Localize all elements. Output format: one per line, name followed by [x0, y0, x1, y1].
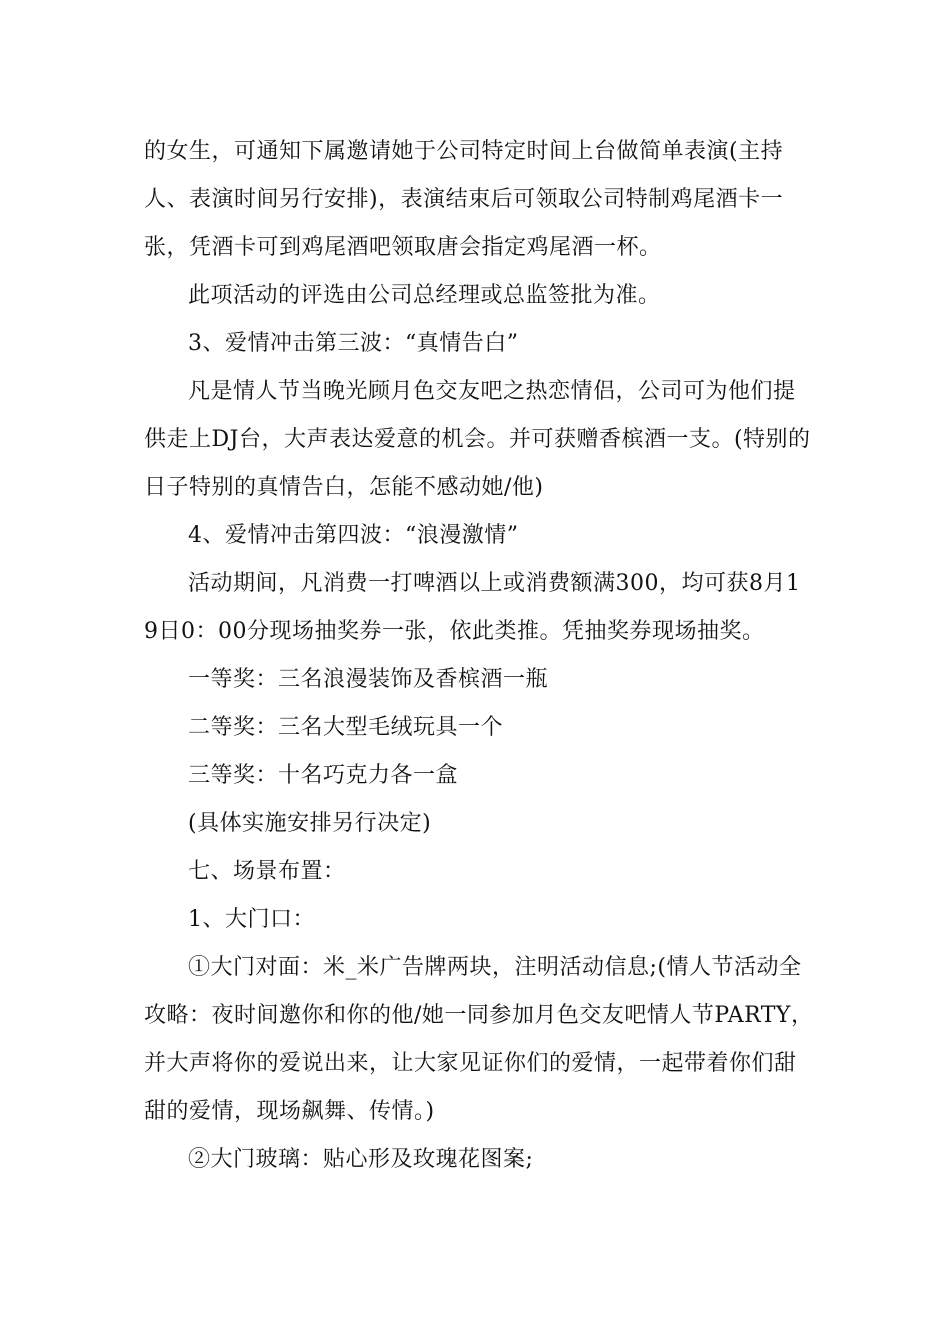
prize-first: 一等奖：三名浪漫装饰及香槟酒一瓶 [188, 667, 549, 692]
paragraph-entrance-glass: ②大门玻璃：贴心形及玫瑰花图案; [188, 1147, 534, 1172]
paragraph-continuation: 的女生，可通知下属邀请她于公司特定时间上台做简单表演(主持人、表演时间另行安排)，表演结束后可领取公司特制鸡尾酒卡一张，凭酒卡可到鸡尾酒吧领取唐会指定鸡尾酒一杯。 [144, 139, 784, 260]
subheading-main-entrance: 1、大门口： [188, 907, 315, 932]
section-heading-scene-layout: 七、场景布置： [188, 859, 346, 884]
prize-third: 三等奖：十名巧克力各一盒 [188, 763, 459, 788]
paragraph-entrance-billboard: ①大门对面：米_米广告牌两块，注明活动信息;(情人节活动全攻略：夜时间邀你和你的他/她一同参加月色交友吧情人节PARTY，并大声将你的爱说出来，让大家见证你们的爱情，一起带着你们甜甜的爱情，现场飙舞、传情。) [144, 955, 814, 1124]
document-body [144, 128, 814, 1184]
paragraph-approval-note: 此项活动的评选由公司总经理或总监签批为准。 [188, 283, 661, 308]
heading-wave-three: 3、爱情冲击第三波：“真情告白” [188, 331, 519, 356]
paragraph-wave-three-body: 凡是情人节当晚光顾月色交友吧之热恋情侣，公司可为他们提供走上DJ台，大声表达爱意的机会。并可获赠香槟酒一支。(特别的日子特别的真情告白，怎能不感动她/他) [144, 379, 811, 500]
heading-wave-four: 4、爱情冲击第四波：“浪漫激情” [188, 523, 519, 548]
paragraph-wave-four-body: 活动期间，凡消费一打啤酒以上或消费额满300，均可获8月19日0：00分现场抽奖券一张，依此类推。凭抽奖券现场抽奖。 [144, 571, 801, 644]
prize-second: 二等奖：三名大型毛绒玩具一个 [188, 715, 504, 740]
implementation-note: (具体实施安排另行决定) [188, 811, 432, 836]
